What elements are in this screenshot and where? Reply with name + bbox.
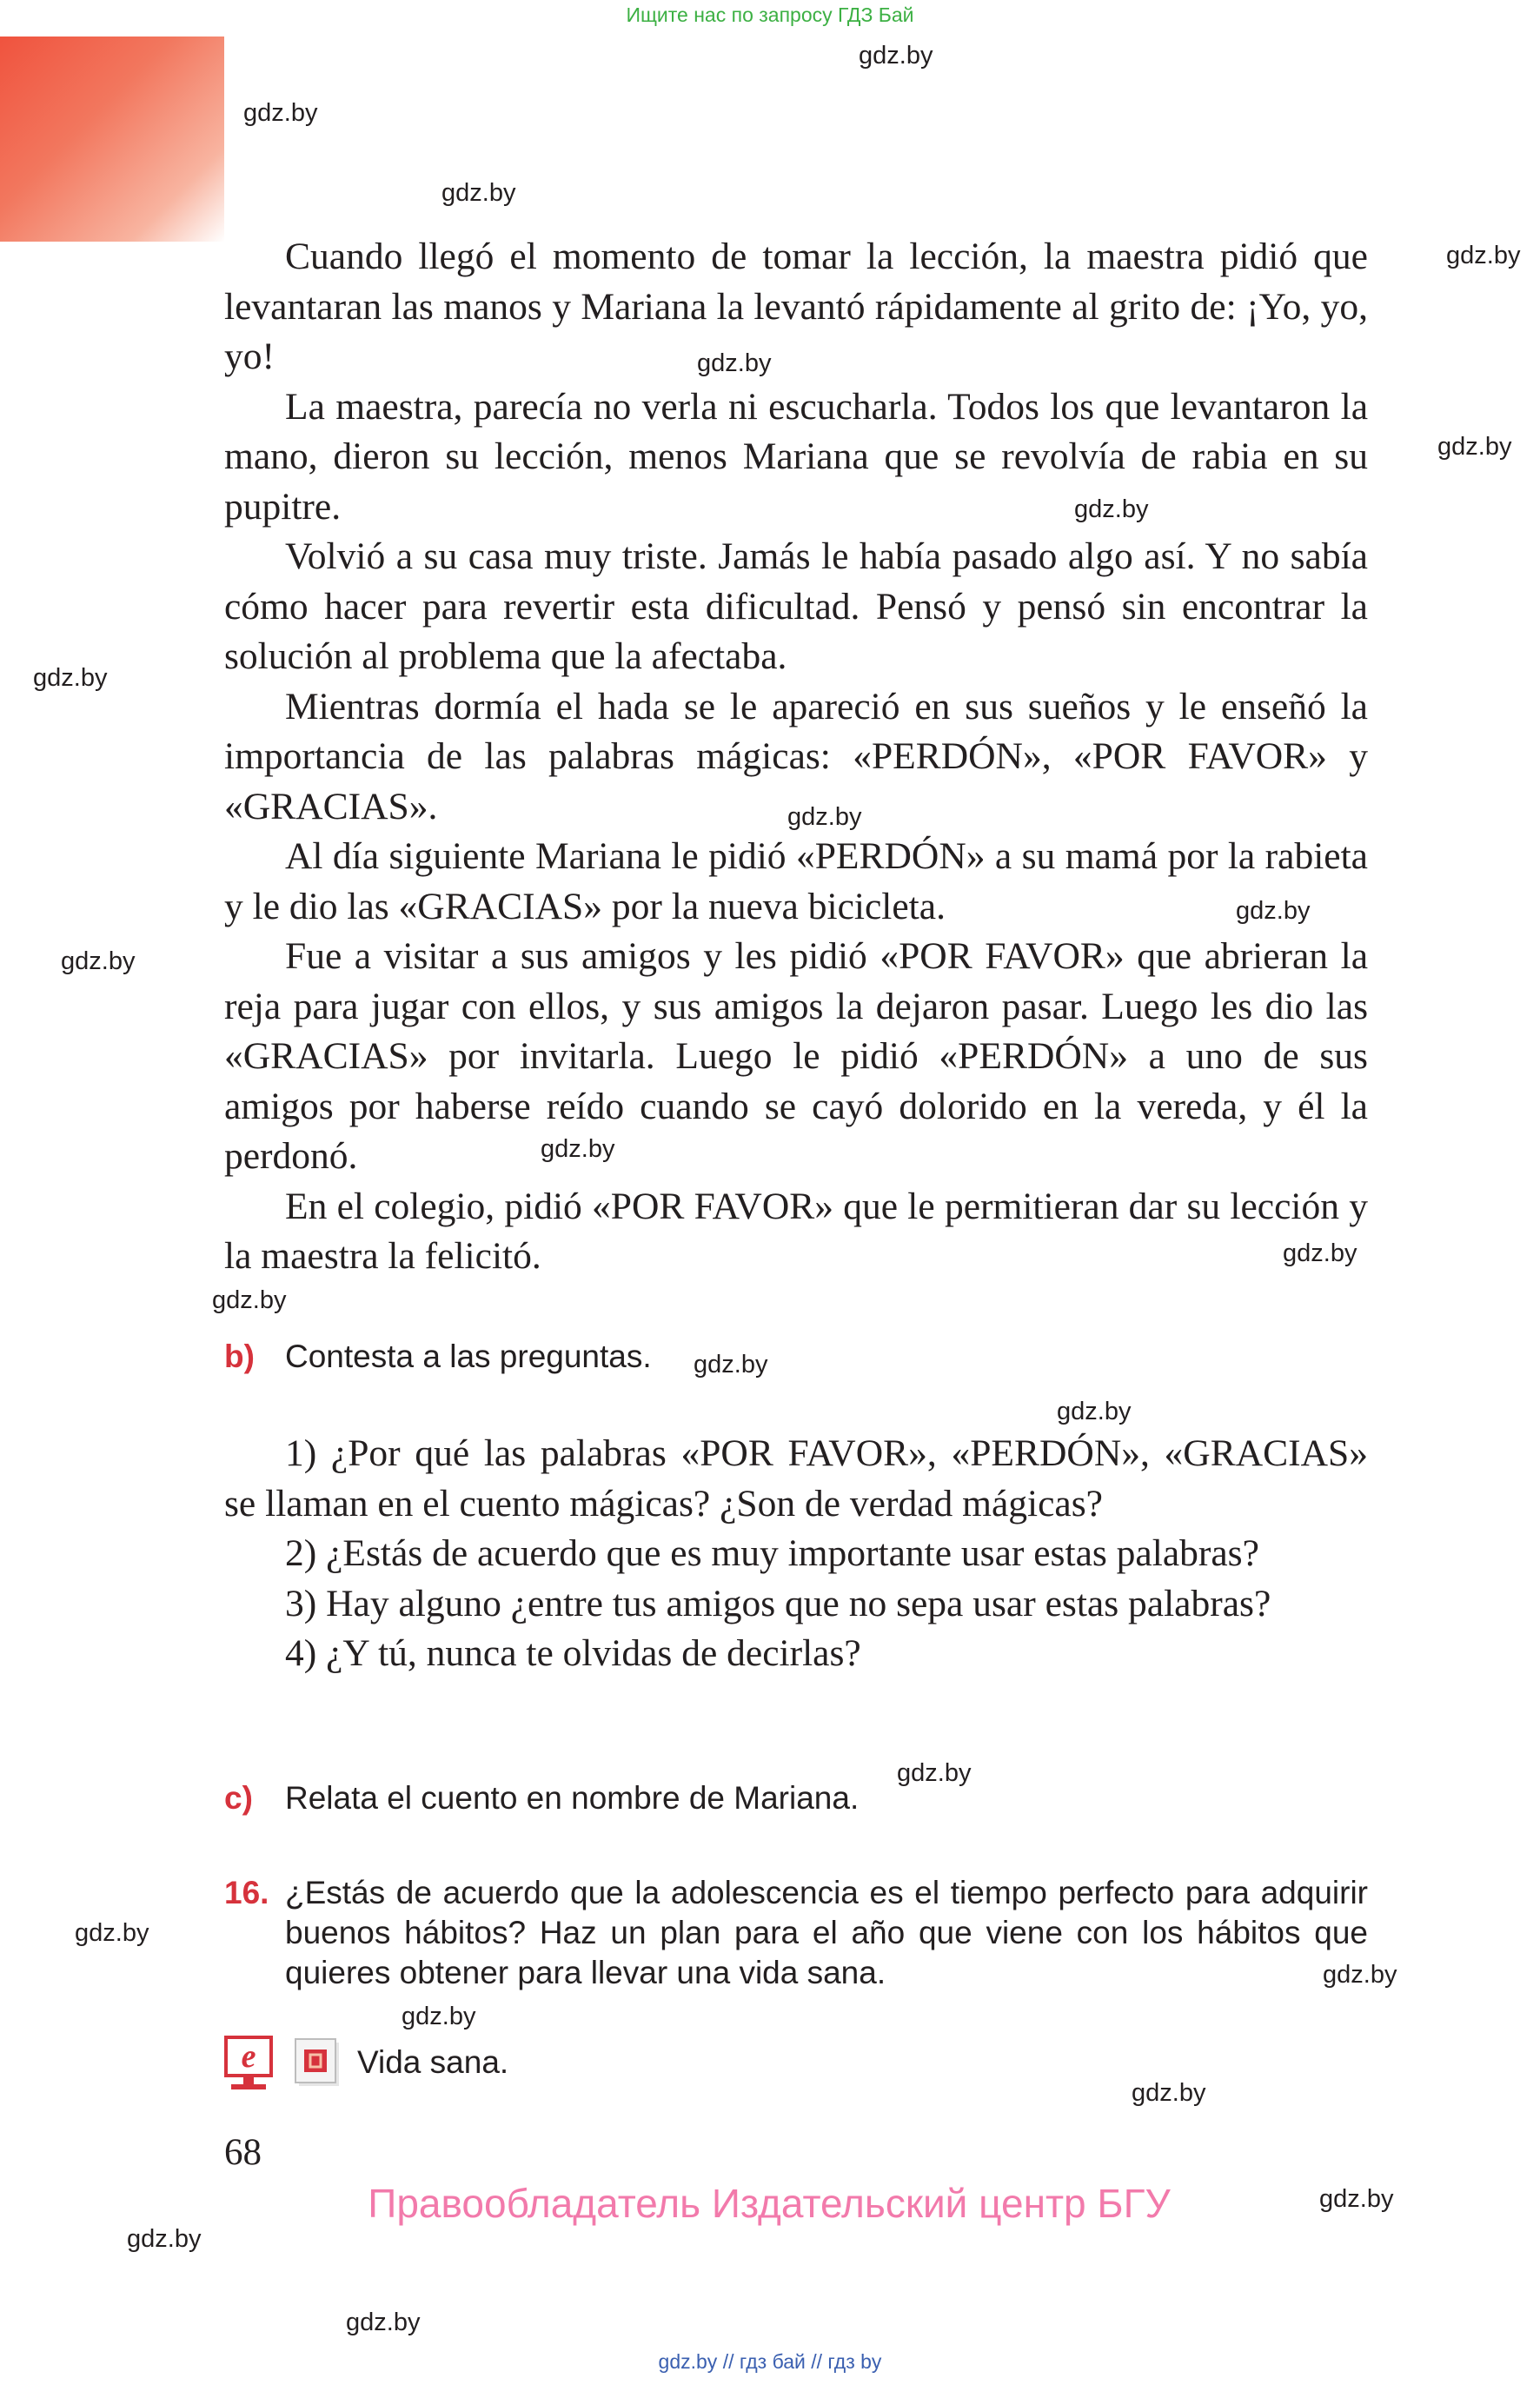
watermark: gdz.by [441,179,516,207]
story-paragraph: Mientras dormía el hada se le apareció en sus sueños y le enseñó la importancia de las palabras mágicas: «PERDÓN», «POR FAVOR» y «GRACIAS». [224,685,1368,827]
question-item: 3) Hay alguno ¿entre tus amigos que no sepa usar estas palabras? [285,1582,1271,1624]
watermark: gdz.by [1446,242,1521,269]
watermark: gdz.by [897,1759,972,1787]
bottom-links[interactable]: gdz.by // гдз бай // гдз by [658,2350,882,2373]
watermark: gdz.by [1236,897,1311,925]
watermark: gdz.by [127,2225,202,2253]
story-text [224,232,1368,1282]
watermark: gdz.by [1319,2185,1394,2213]
watermark: gdz.by [541,1135,615,1163]
story-paragraph: Al día siguiente Mariana le pidió «PERDÓN» a su mamá por la rabieta y le dio las «GRACIAS» por la nueva bicicleta. [224,835,1368,927]
question-item: 4) ¿Y tú, nunca te olvidas de decirlas? [285,1632,861,1674]
task-b-letter: b) [224,1339,255,1374]
exercise-text: ¿Estás de acuerdo que la adolescencia es el tiempo perfecto para adquirir buenos hábitos? Haz un plan para el año que viene con los hábitos que quieres obtener para llevar una vida sana. [285,1875,1368,1990]
questions-list [224,1429,1368,1679]
task-c-letter: c) [224,1780,253,1816]
story-paragraph: En el colegio, pidió «POR FAVOR» que le permitieran dar su lección y la maestra la felicitó. [224,1185,1368,1277]
top-banner[interactable]: Ищите нас по запросу ГДЗ Бай [626,3,914,26]
exercise-number: 16. [224,1875,269,1910]
story-paragraph: Cuando llegó el momento de tomar la lección, la maestra pidió que levantaran las manos y Mariana la levantó rápidamente al grito de: ¡Yo, yo, yo! [224,236,1368,377]
watermark: gdz.by [1057,1398,1132,1425]
watermark: gdz.by [243,99,318,127]
watermark: gdz.by [75,1919,149,1947]
watermark: gdz.by [1323,1961,1397,1989]
task-b [224,1337,1368,1377]
task-b-text: Contesta a las preguntas. [285,1339,652,1374]
watermark: gdz.by [33,664,108,692]
resource-label[interactable]: Vida sana. [357,2044,509,2080]
presentation-file-icon[interactable] [294,2037,342,2089]
e-glyph: e [241,2038,256,2075]
watermark: gdz.by [1074,495,1149,523]
watermark: gdz.by [346,2309,421,2336]
watermark: gdz.by [1132,2079,1206,2107]
page-number: 68 [224,2132,262,2173]
watermark: gdz.by [694,1351,768,1379]
e-resource-icon[interactable] [222,2032,275,2095]
story-paragraph: La maestra, parecía no verla ni escucharla. Todos los que levantaron la mano, dieron su lección, menos Mariana que se revolvía de rabia en su pupitre. [224,385,1368,528]
watermark: gdz.by [859,42,933,70]
watermark: gdz.by [61,947,136,975]
watermark: gdz.by [402,2003,476,2030]
watermark: gdz.by [787,803,862,831]
story-paragraph: Fue a visitar a sus amigos y les pidió «POR FAVOR» que abrieran la reja para jugar con ellos, y sus amigos la dejaron pasar. Luego les dio las «GRACIAS» por invitarla. Luego le pidió «PERDÓN» a uno de sus amigos por haberse reído cuando se cayó dolorido en la vereda, y él la perdonó. [224,935,1368,1177]
corner-color-block [0,37,224,242]
publisher-notice: Правообладатель Издательский центр БГУ [368,2181,1171,2226]
watermark: gdz.by [212,1286,287,1314]
watermark: gdz.by [1283,1239,1357,1267]
watermark: gdz.by [697,349,772,377]
exercise-16 [224,1873,1368,1993]
question-item: 1) ¿Por qué las palabras «POR FAVOR», «PERDÓN», «GRACIAS» se llaman en el cuento mágicas? ¿Son de verdad mágicas? [224,1432,1368,1525]
task-c-text: Relata el cuento en nombre de Mariana. [285,1780,860,1816]
question-item: 2) ¿Estás de acuerdo que es muy importante usar estas palabras? [285,1532,1259,1574]
story-paragraph: Volvió a su casa muy triste. Jamás le había pasado algo así. Y no sabía cómo hacer para revertir esta dificultad. Pensó y pensó sin encontrar la solución al problema que la afectaba. [224,535,1368,677]
watermark: gdz.by [1437,433,1512,461]
task-c [224,1778,1368,1818]
